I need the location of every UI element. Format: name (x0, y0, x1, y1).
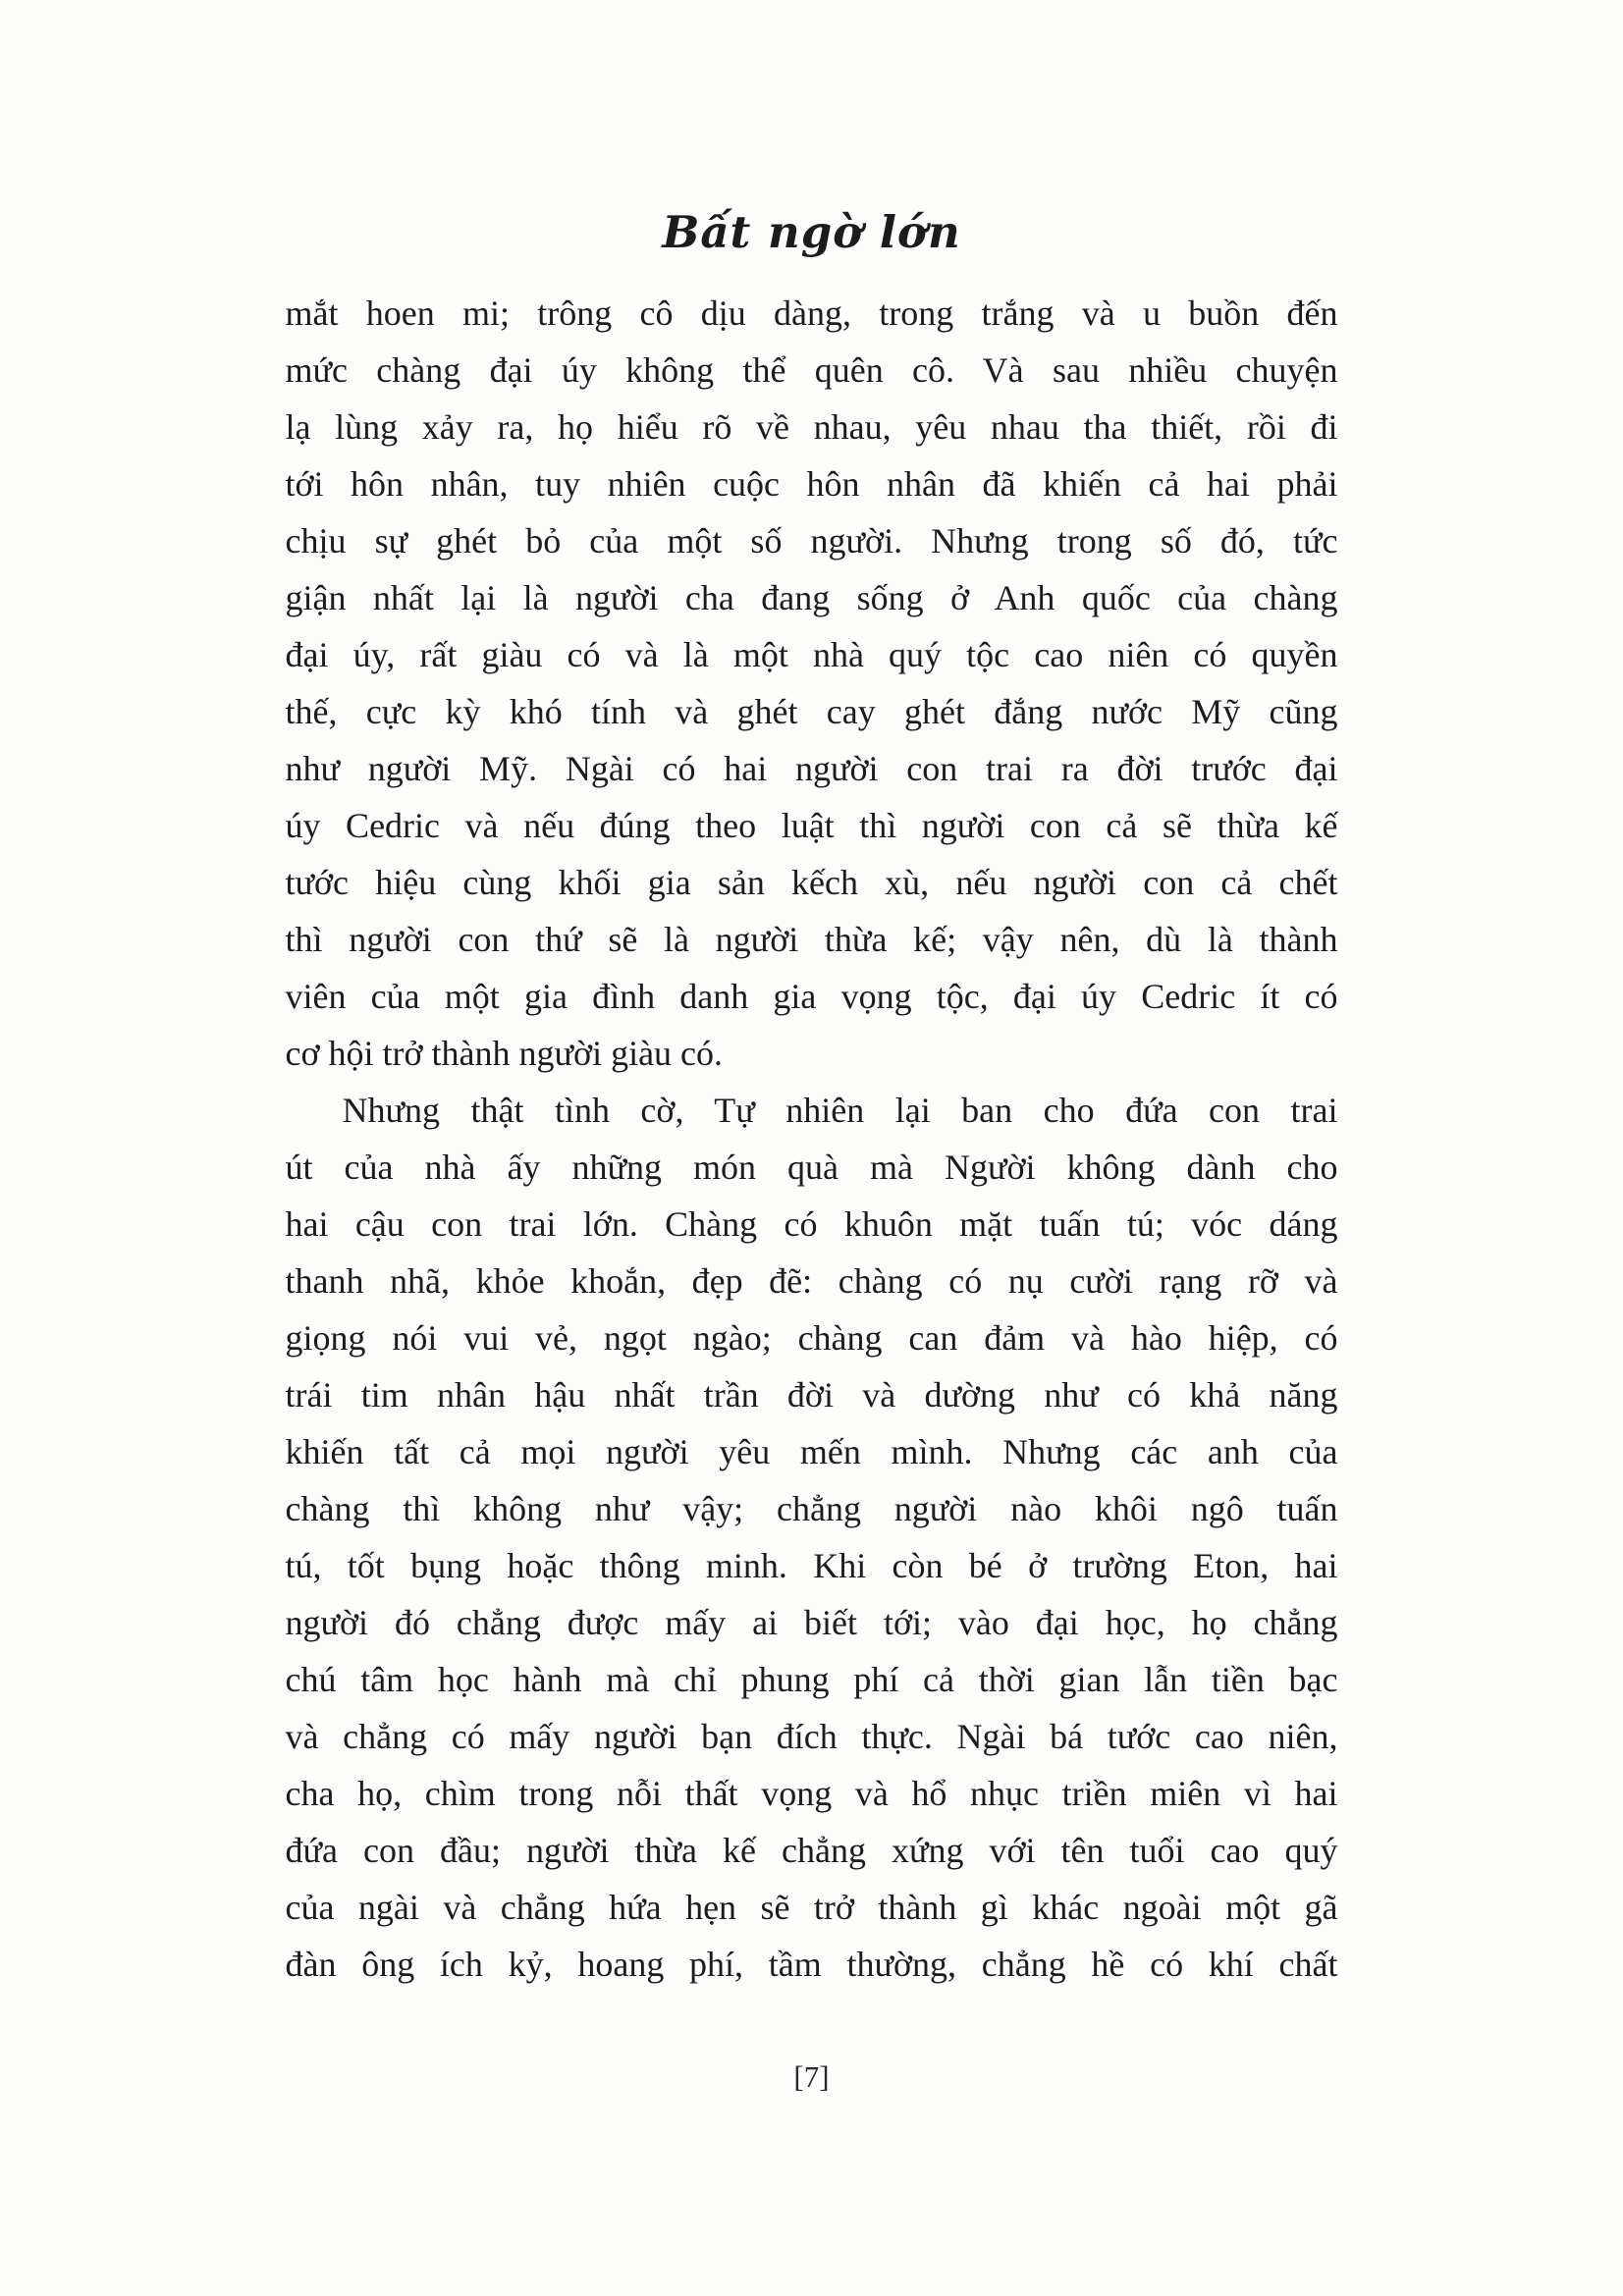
body-text-line: người đó chẳng được mấy ai biết tới; vào đại học, họ chẳng (285, 1602, 1338, 1642)
paragraph-1 (286, 285, 1338, 1082)
body-text-line: giọng nói vui vẻ, ngọt ngào; chàng can đảm và hào hiệp, có (285, 1317, 1338, 1358)
body-text-line: đứa con đầu; người thừa kế chẳng xứng với tên tuổi cao quý (285, 1830, 1338, 1870)
body-text-line: cha họ, chìm trong nỗi thất vọng và hổ nhục triền miên vì hai (285, 1773, 1338, 1813)
paragraph-2 (286, 1082, 1338, 1993)
body-text-line: của ngài và chẳng hứa hẹn sẽ trở thành gì khác ngoài một gã (285, 1887, 1338, 1927)
body-text-line: đàn ông ích kỷ, hoang phí, tầm thường, chẳng hề có khí chất (285, 1944, 1338, 1984)
body-text-line: tú, tốt bụng hoặc thông minh. Khi còn bé ở trường Eton, hai (285, 1545, 1338, 1585)
body-text-line: như người Mỹ. Ngài có hai người con trai ra đời trước đại (285, 748, 1338, 788)
body-text-line: úy Cedric và nếu đúng theo luật thì người con cả sẽ thừa kế (285, 805, 1338, 845)
body-text-line: mức chàng đại úy không thể quên cô. Và sau nhiều chuyện (285, 349, 1338, 390)
body-text-line: và chẳng có mấy người bạn đích thực. Ngài bá tước cao niên, (285, 1716, 1338, 1756)
body-text-line: chịu sự ghét bỏ của một số người. Nhưng trong số đó, tức (285, 520, 1338, 561)
body-text-line: Nhưng thật tình cờ, Tự nhiên lại ban cho đứa con trai (342, 1090, 1338, 1130)
body-text-line: mắt hoen mi; trông cô dịu dàng, trong trắng và u buồn đến (285, 293, 1338, 333)
body-text-line: chàng thì không như vậy; chẳng người nào khôi ngô tuấn (285, 1488, 1338, 1528)
body-text-line: cơ hội trở thành người giàu có. (285, 1033, 724, 1073)
body-text-line: thanh nhã, khỏe khoắn, đẹp đẽ: chàng có nụ cười rạng rỡ và (285, 1260, 1338, 1301)
page-number: [7] (793, 2059, 830, 2094)
body-text-line: giận nhất lại là người cha đang sống ở Anh quốc của chàng (285, 577, 1338, 617)
body-text-line: hai cậu con trai lớn. Chàng có khuôn mặt tuấn tú; vóc dáng (285, 1203, 1338, 1244)
body-text-line: chú tâm học hành mà chỉ phung phí cả thời gian lẫn tiền bạc (285, 1659, 1338, 1699)
body-text-line: tước hiệu cùng khối gia sản kếch xù, nếu người con cả chết (285, 862, 1338, 902)
body-text-line: viên của một gia đình danh gia vọng tộc, đại úy Cedric ít có (285, 976, 1338, 1016)
body-text-line: trái tim nhân hậu nhất trần đời và dường như có khả năng (285, 1374, 1338, 1415)
body-text-line: lạ lùng xảy ra, họ hiểu rõ về nhau, yêu nhau tha thiết, rồi đi (285, 406, 1338, 447)
body-text-line: khiến tất cả mọi người yêu mến mình. Nhưng các anh của (285, 1431, 1338, 1471)
chapter-title: Bất ngờ lớn (662, 206, 961, 258)
body-text-line: thế, cực kỳ khó tính và ghét cay ghét đắng nước Mỹ cũng (285, 691, 1338, 731)
body-text-line: út của nhà ấy những món quà mà Người không dành cho (285, 1147, 1338, 1187)
body-text-line: đại úy, rất giàu có và là một nhà quý tộc cao niên có quyền (285, 634, 1338, 674)
body-text-line: thì người con thứ sẽ là người thừa kế; vậy nên, dù là thành (285, 919, 1338, 959)
body-text (286, 285, 1338, 1993)
body-text-line: tới hôn nhân, tuy nhiên cuộc hôn nhân đã khiến cả hai phải (285, 463, 1338, 504)
